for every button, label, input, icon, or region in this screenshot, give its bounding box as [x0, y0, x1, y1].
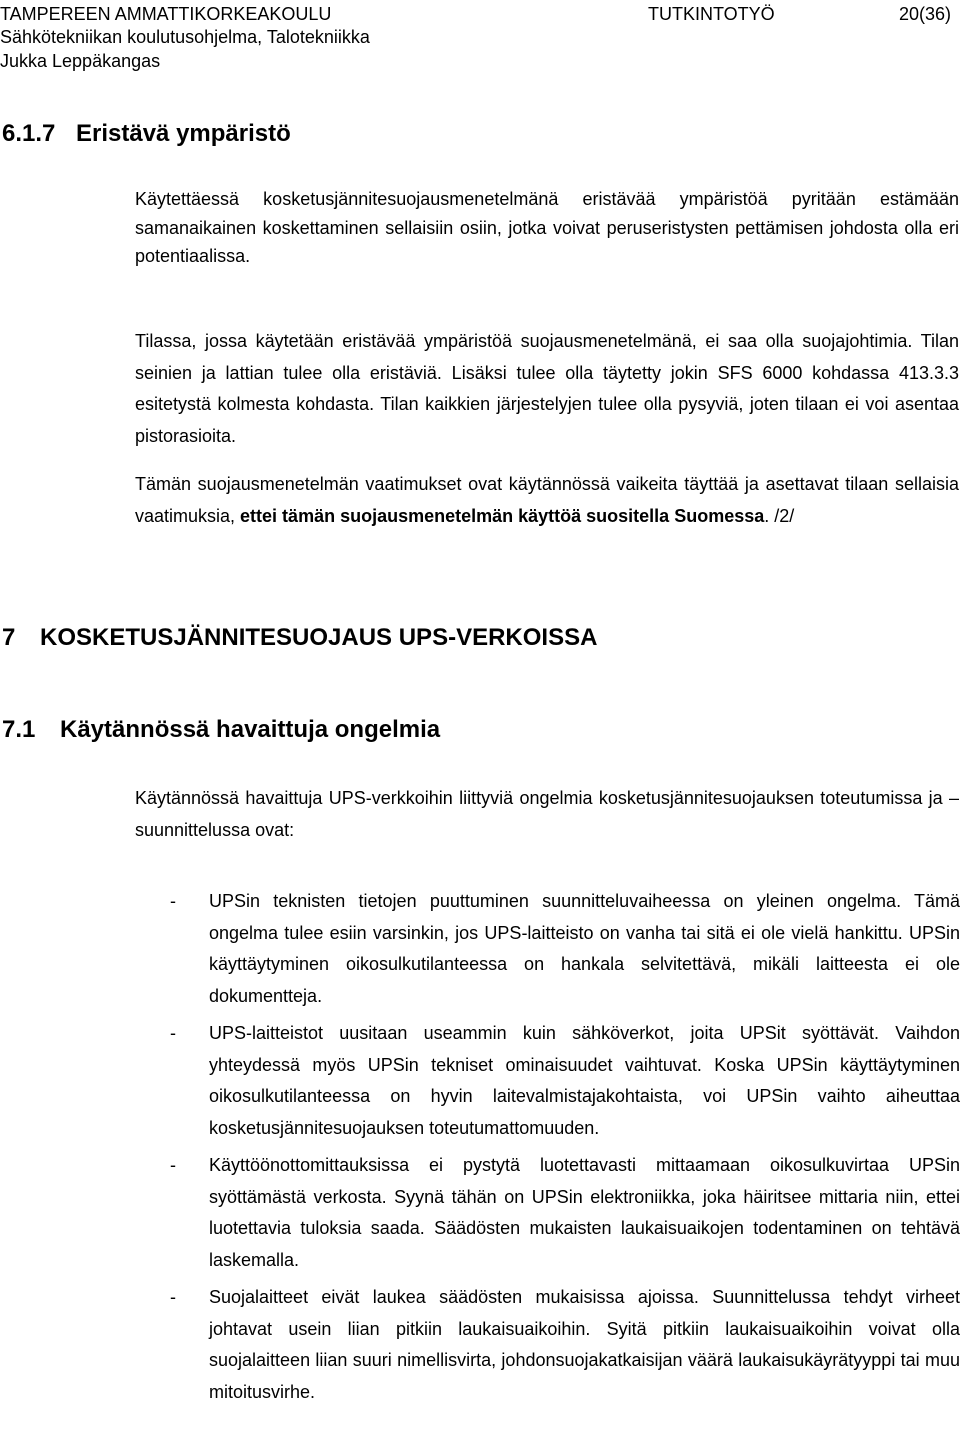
- header-author: Jukka Leppäkangas: [0, 51, 161, 71]
- list-item: [170, 886, 960, 1012]
- paragraph-insulating-env-intro: Käytettäessä kosketusjännitesuojausmenetelmänä eristävää ympäristöä pyritään estämään samanaikainen koskettaminen sellaisiin osiin, jotka voivat peruseristysten pettämisen johdosta olla eri potentiaalissa.: [135, 189, 959, 266]
- heading-number: 6.1.7: [2, 120, 56, 147]
- problems-list: [170, 886, 960, 1414]
- paragraph-reference: . /2/: [764, 505, 795, 526]
- header-program: Sähkötekniikan koulutusohjelma, Talotekniikka: [0, 27, 370, 47]
- heading-title: KOSKETUSJÄNNITESUOJAUS UPS-VERKOISSA: [40, 624, 598, 651]
- heading-number: 7.1: [2, 716, 36, 743]
- list-item: [170, 1150, 960, 1276]
- list-dash: -: [170, 1023, 176, 1043]
- header-doc-type: TUTKINTOTYÖ: [648, 4, 775, 24]
- heading-7: [2, 622, 597, 654]
- paragraph-bold-text: ettei tämän suojausmenetelmän käyttöä suositella Suomessa: [240, 505, 765, 526]
- header-school: TAMPEREEN AMMATTIKORKEAKOULU: [0, 4, 332, 24]
- paragraph-insulating-env-conclusion: [135, 469, 959, 532]
- list-item-text: Suojalaitteet eivät laukea säädösten mukaisissa ajoissa. Suunnittelussa tehdyt virheet johtavat usein liian pitkiin laukaisuaikoihin. Syitä pitkiin laukaisuaikoihin voivat olla suojalaitteen liian suuri nimellisvirta, johdonsuojakatkaisijan väärä laukaisukäyrätyyppi tai muu mitoitusvirhe.: [209, 1287, 960, 1402]
- heading-title: Eristävä ympäristö: [76, 120, 291, 147]
- paragraph-insulating-env-requirements: Tilassa, jossa käytetään eristävää ympäristöä suojausmenetelmänä, ei saa olla suojajohtimia. Tilan seinien ja lattian tulee olla eristäviä. Lisäksi tulee olla täytetty jokin SFS 6000 kohdassa 413.3.3 esitetystä kolmesta kohdasta. Tilan kaikkien järjestelyjen tulee olla pysyviä, joten tilaan ei voi asentaa pistorasioita.: [135, 331, 959, 446]
- list-item: [170, 1018, 960, 1144]
- heading-number: 7: [2, 624, 16, 651]
- heading-title: Käytännössä havaittuja ongelmia: [60, 716, 441, 743]
- list-item-text: UPS-laitteistot uusitaan useammin kuin sähköverkot, joita UPSit syöttävät. Vaihdon yhteydessä myös UPSin tekniset ominaisuudet vaihtuvat. Koska UPSin käyttäytyminen oikosulkutilanteessa on hyvin laitevalmistajakohtaista, voi UPSin vaihto aiheuttaa kosketusjännitesuojauksen toteutumattomuuden.: [209, 1023, 960, 1138]
- list-dash: -: [170, 1287, 176, 1307]
- list-dash: -: [170, 1155, 176, 1175]
- heading-7-1: [2, 714, 440, 746]
- paragraph-text: Tämän suojausmenetelmän vaatimukset ovat käytännössä vaikeita täyttää ja asettavat tilaan sellaisia vaatimuksia,: [135, 474, 959, 526]
- list-dash: -: [170, 891, 176, 911]
- paragraph-problems-intro: Käytännössä havaittuja UPS-verkkoihin liittyviä ongelmia kosketusjännitesuojauksen toteutumissa ja – suunnittelussa ovat:: [135, 788, 959, 840]
- list-item: [170, 1282, 960, 1408]
- list-item-text: Käyttöönottomittauksissa ei pystytä luotettavasti mittaamaan oikosulkuvirtaa UPSin syöttämästä verkosta. Syynä tähän on UPSin elektroniikka, joka häiritsee mittaria niin, ettei luotettavia tuloksia saada. Säädösten mukaisten laukaisuaikojen todentaminen on tehtävä laskemalla.: [209, 1155, 960, 1270]
- heading-6-1-7: [2, 118, 291, 150]
- header-page-number: 20(36): [898, 4, 951, 24]
- list-item-text: UPSin teknisten tietojen puuttuminen suunnitteluvaiheessa on yleinen ongelma. Tämä ongelma tulee esiin varsinkin, jos UPS-laitteisto on vanha tai sitä ei ole vielä hankittu. UPSin käyttäytyminen oikosulkutilanteessa on hankala selvitettävä, mikäli laitteesta ei ole dokumentteja.: [209, 891, 960, 1006]
